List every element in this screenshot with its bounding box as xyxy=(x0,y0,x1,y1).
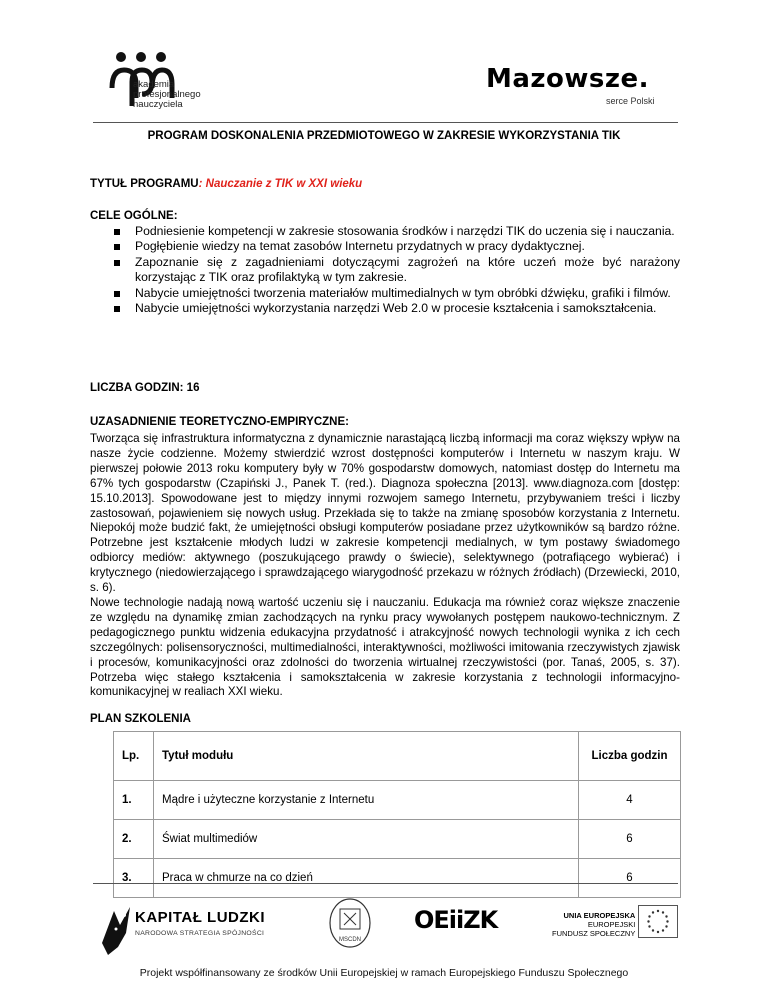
rationale-heading: UZASADNIENIE TEORETYCZNO-EMPIRYCZNE: xyxy=(90,416,349,428)
footer-note: Projekt współfinansowany ze środków Unii Europejskiej w ramach Europejskiego Funduszu Społecznego xyxy=(139,967,629,979)
oeiizk-logo: OEiiZK xyxy=(414,906,498,934)
apn-line-1: akademia xyxy=(133,79,175,90)
kapital-ludzki-title: KAPITAŁ LUDZKI xyxy=(135,909,266,926)
bullet-icon xyxy=(114,244,120,250)
goal-item: Podniesienie kompetencji w zakresie stosowania środków i narzędzi TIK do uczenia się i nauczania. xyxy=(90,224,680,239)
bullet-icon xyxy=(114,260,120,266)
total-hours: LICZBA GODZIN: 16 xyxy=(90,382,200,394)
bullet-icon xyxy=(114,291,120,297)
goals-list xyxy=(90,224,680,316)
bullet-icon xyxy=(114,229,120,235)
footer-divider xyxy=(93,883,678,884)
mscdn-label: MSCDN xyxy=(339,937,361,943)
goal-item: Nabycie umiejętności tworzenia materiałów multimedialnych w tym obróbki dźwięku, grafiki i filmów. xyxy=(90,286,680,301)
program-title-row xyxy=(90,178,362,190)
mazowsze-logo: Mazowsze. xyxy=(486,64,650,94)
row-number: 1. xyxy=(114,781,154,820)
module-hours: 6 xyxy=(579,859,681,898)
eu-line-3: FUNDUSZ SPOŁECZNY xyxy=(552,929,636,938)
apn-line-3: nauczyciela xyxy=(133,99,183,110)
eu-fund-label xyxy=(552,911,635,938)
column-header: Liczba godzin xyxy=(579,732,681,781)
module-hours: 4 xyxy=(579,781,681,820)
row-number: 3. xyxy=(114,859,154,898)
document-title: PROGRAM DOSKONALENIA PRZEDMIOTOWEGO W ZAKRESIE WYKORZYSTANIA TIK xyxy=(147,130,621,142)
goal-item: Nabycie umiejętności wykorzystania narzędzi Web 2.0 w procesie kształcenia i samokształcenia. xyxy=(90,301,680,316)
program-label: TYTUŁ PROGRAMU xyxy=(90,178,199,190)
module-title: Praca w chmurze na co dzień xyxy=(154,859,579,898)
eu-flag-icon xyxy=(638,905,678,938)
eu-line-1: UNIA EUROPEJSKA xyxy=(563,911,636,920)
column-header: Tytuł modułu xyxy=(154,732,579,781)
goals-heading: CELE OGÓLNE: xyxy=(90,210,178,222)
mscdn-logo xyxy=(328,897,372,953)
rationale-paragraph-1: Tworząca się infrastruktura informatyczna z dynamicznie narastającą liczbą informacji ma coraz większy wpływ na nasze życie codzienne. Możemy stwierdzić wzrost dostępności komputerów i Internetu w naszym kraju. W pierwszej połowie 2013 roku komputery były w 70% gospodarstw domowych, natomiast dostęp do Internetu ma 67% tych gospodarstw (Czapiński J., Panek T. (red.). Diagnoza społeczna [2013]. www.diagnoza.com [dostęp: 15.10.2013]. Spowodowane jest to między innymi rozwojem samego Internetu, przybywaniem treści i liczby zastosowań, pojawieniem się nowych usług. Przekłada się to także na zmianę sposobów korzystania z Internetu. Niepokój może budzić fakt, że umiejętności obsługi komputerów posiadane przez użytkowników są bardzo różne. Potrzebne jest kształcenie młodych ludzi w zakresie kompetencji medialnych, w tym postawy świadomego odbiorcy mediów: aktywnego (poszukującego prawdy o świecie), selektywnego (potrafiącego wybierać) i krytycznego (niedowierzającego i sprawdzającego wiarygodność przekazu w różnych źródłach) (Drzewiecki, 2010, s. 6). xyxy=(90,432,680,595)
rationale-paragraph-2: Nowe technologie nadają nową wartość uczeniu się i nauczaniu. Edukacja ma również coraz większe znaczenie ze względu na dynamikę zmian zachodzących na rynku pracy wywołanych postępem naukowo-technicznym. Z pedagogicznego punktu widzenia edukacyjna przydatność i atrakcyjność nowych technologii wynika z ich cech szczególnych: polisensoryczności, multimedialności, interaktywności, możliwości imitowania rzeczywistych zjawisk i procesów, komunikacyjności oraz zdolności do tworzenia wirtualnej rzeczywistości (por. Tanaś, 2005, s. 37). Potrzeba więc stałego kształcenia i samokształcenia w zakresie korzystania z technologii informacyjno-komunikacyjnej w realiach XXI wieku. xyxy=(90,595,680,699)
column-header: Lp. xyxy=(114,732,154,781)
header-divider xyxy=(93,122,678,123)
module-title: Mądre i użyteczne korzystanie z Internetu xyxy=(154,781,579,820)
table-row xyxy=(114,820,681,859)
plan-table xyxy=(113,731,681,898)
goal-item: Zapoznanie się z zagadnieniami dotyczącymi zagrożeń na które uczeń może być narażony korzystając z TIK oraz profilaktyką w tym zakresie. xyxy=(90,255,680,286)
apn-line-2: profesjonalnego xyxy=(133,89,201,100)
module-title: Świat multimediów xyxy=(154,820,579,859)
row-number: 2. xyxy=(114,820,154,859)
table-row xyxy=(114,859,681,898)
kapital-ludzki-subtitle: NARODOWA STRATEGIA SPÓJNOŚCI xyxy=(135,930,265,937)
bullet-icon xyxy=(114,306,120,312)
mazowsze-tagline: serce Polski xyxy=(606,96,655,106)
plan-heading: PLAN SZKOLENIA xyxy=(90,713,191,725)
program-title: : Nauczanie z TIK w XXI wieku xyxy=(198,178,363,190)
apn-logo-text xyxy=(133,80,201,110)
table-header-row xyxy=(114,732,681,781)
goal-item: Pogłębienie wiedzy na temat zasobów Internetu przydatnych w pracy dydaktycznej. xyxy=(90,239,680,254)
rationale-body xyxy=(90,432,680,700)
table-row xyxy=(114,781,681,820)
module-hours: 6 xyxy=(579,820,681,859)
eu-line-2: EUROPEJSKI xyxy=(587,920,636,929)
